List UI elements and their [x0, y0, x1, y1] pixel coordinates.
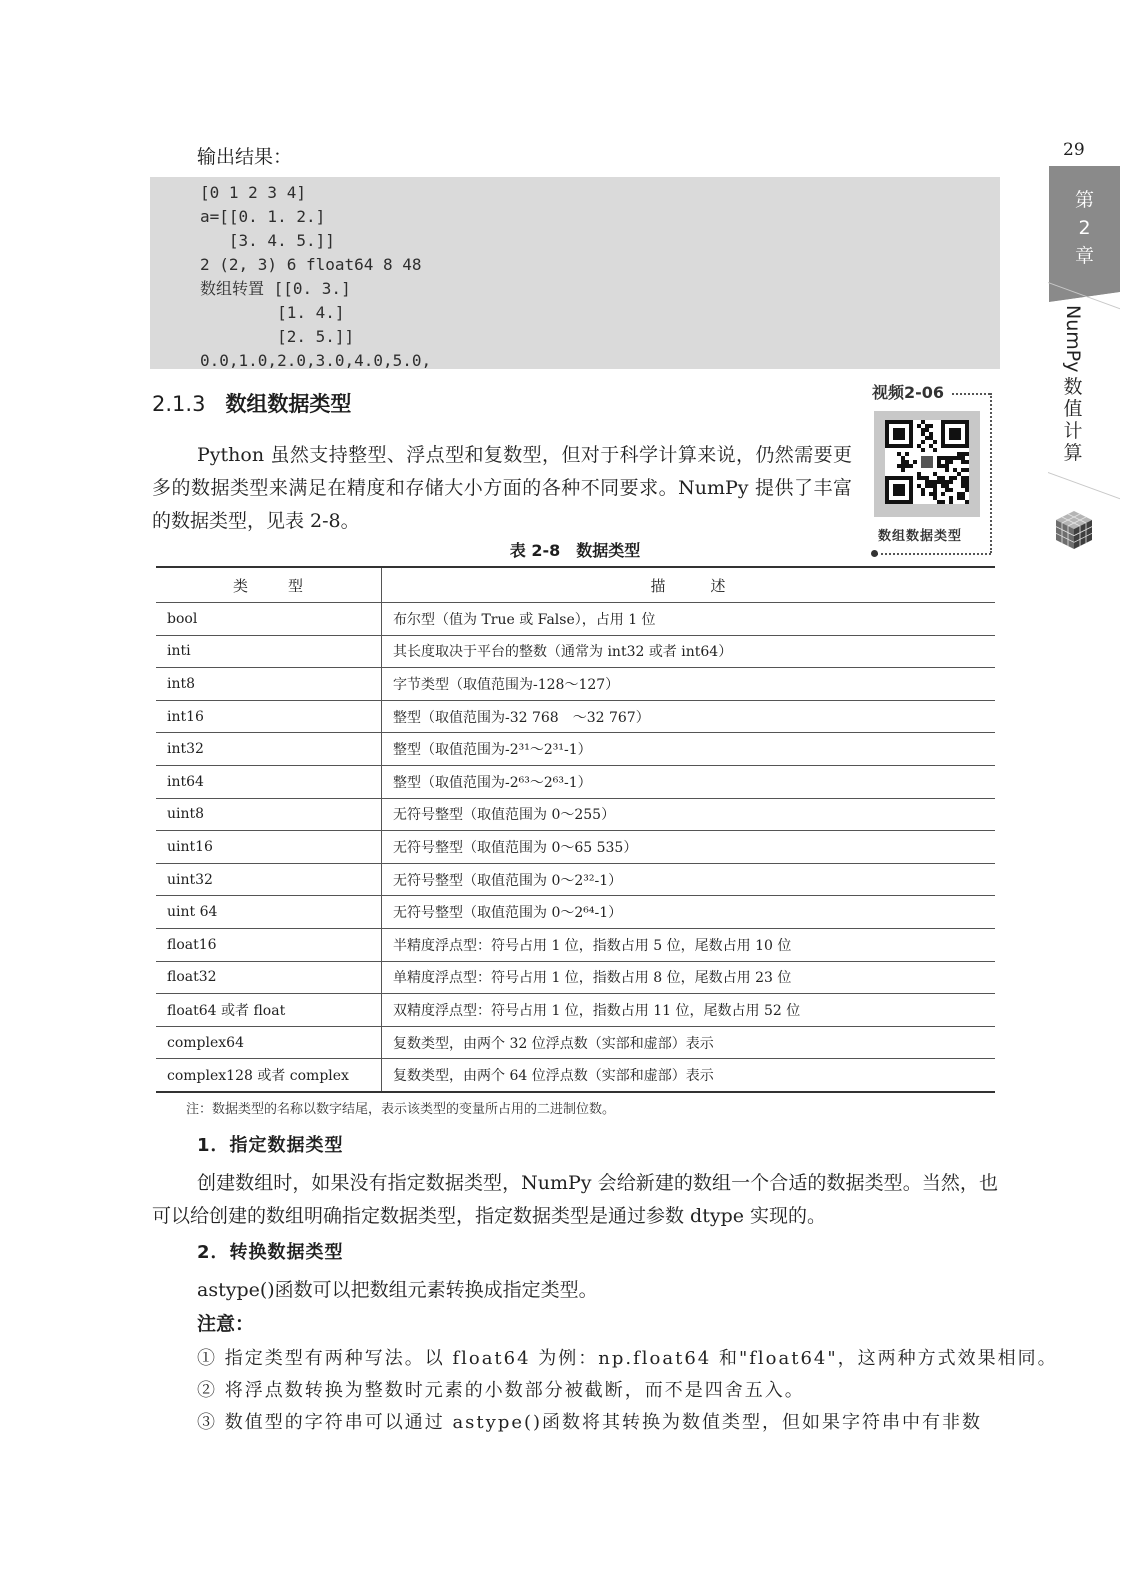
table-cell-desc: 整型（取值范围为-32 768 ～32 767） [382, 700, 996, 733]
table-cell-type: int8 [156, 668, 382, 701]
note-item: ② 将浮点数转换为整数时元素的小数部分被截断，而不是四舍五入。 [197, 1380, 805, 1401]
table-cell-desc: 无符号整型（取值范围为 0～255） [382, 798, 996, 831]
table-cell-type: int16 [156, 700, 382, 733]
table-row [156, 896, 995, 929]
table-cell-type: uint16 [156, 831, 382, 864]
table-row [156, 635, 995, 668]
astype-paragraph: astype()函数可以把数组元素转换成指定类型。 [197, 1279, 598, 1301]
table-row [156, 765, 995, 798]
intro-paragraph: Python 虽然支持整型、浮点型和复数型，但对于科学计算来说，仍然需要更多的数据类型来满足在精度和存储大小方面的各种不同要求。NumPy 提供了丰富的数据类型，见表 2-8。 [152, 444, 852, 532]
table-cell-desc: 无符号整型（取值范围为 0～2⁶⁴-1） [382, 896, 996, 929]
table-row [156, 863, 995, 896]
data-types-table [156, 566, 995, 1093]
video-frame [952, 393, 990, 395]
table-header-type: 类型 [156, 567, 382, 603]
table-cell-type: float64 或者 float [156, 994, 382, 1027]
table-cell-type: float16 [156, 928, 382, 961]
table-row [156, 928, 995, 961]
table-cell-desc: 复数类型，由两个 32 位浮点数（实部和虚部）表示 [382, 1026, 996, 1059]
table-header-desc: 描述 [382, 567, 996, 603]
video-frame [990, 393, 992, 553]
table-cell-desc: 单精度浮点型：符号占用 1 位，指数占用 8 位，尾数占用 23 位 [382, 961, 996, 994]
section-heading [152, 388, 351, 418]
qr-code-icon[interactable] [885, 420, 969, 504]
table-cell-type: inti [156, 635, 382, 668]
chapter-side-title-text: NumPy 数 值 计 算 [1062, 305, 1084, 465]
table-cell-desc: 字节类型（取值范围为-128～127） [382, 668, 996, 701]
chapter-tab-line: 2 [1078, 217, 1091, 239]
chapter-tab-line: 章 [1074, 245, 1094, 267]
table-row [156, 798, 995, 831]
table-cell-desc: 整型（取值范围为-2³¹～2³¹-1） [382, 733, 996, 766]
section-title: 数组数据类型 [225, 392, 352, 416]
table-cell-type: uint8 [156, 798, 382, 831]
chapter-tab-line: 第 [1074, 189, 1094, 211]
cube-icon [1054, 509, 1094, 551]
table-row [156, 831, 995, 864]
table-cell-type: uint 64 [156, 896, 382, 929]
table-cell-desc: 无符号整型（取值范围为 0～65 535） [382, 831, 996, 864]
page-number: 29 [1063, 140, 1085, 160]
note-item: ③ 数值型的字符串可以通过 astype()函数将其转换为数值类型，但如果字符串中有非数 [197, 1412, 983, 1433]
table-header-row [156, 567, 995, 603]
table-row [156, 1059, 995, 1092]
table-title: 表 2-8 数据类型 [509, 541, 641, 560]
table-note: 注：数据类型的名称以数字结尾，表示该类型的变量所占用的二进制位数。 [186, 1102, 616, 1117]
subsection-heading-convert: 2．转换数据类型 [197, 1242, 344, 1263]
chapter-side-title [1058, 305, 1088, 464]
table-cell-desc: 布尔型（值为 True 或 False），占用 1 位 [382, 603, 996, 636]
table-cell-desc: 双精度浮点型：符号占用 1 位，指数占用 11 位，尾数占用 52 位 [382, 994, 996, 1027]
subsection-heading-specify: 1．指定数据类型 [197, 1135, 344, 1156]
table-cell-type: bool [156, 603, 382, 636]
table-row [156, 603, 995, 636]
table-row [156, 733, 995, 766]
code-output-text: [0 1 2 3 4] a=[[0. 1. 2.] [3. 4. 5.]] 2 (2, 3) 6 float64 8 48 数组转置 [[0. 3.] [1. 4.] [2. 5.]] 0.0,1.0,2.0,3.0,4.0,5.0, [200, 183, 432, 370]
output-label: 输出结果： [197, 146, 293, 168]
side-divider [1048, 472, 1120, 499]
video-label: 视频2-06 [872, 383, 945, 402]
table-row [156, 1026, 995, 1059]
video-caption: 数组数据类型 [878, 529, 963, 544]
table-row [156, 668, 995, 701]
table-row [156, 700, 995, 733]
note-item: ① 指定类型有两种写法。以 float64 为例：np.float64 和"float64"，这两种方式效果相同。 [197, 1348, 1058, 1369]
section-number: 2.1.3 [152, 392, 206, 416]
table-cell-type: complex64 [156, 1026, 382, 1059]
table-cell-desc: 半精度浮点型：符号占用 1 位，指数占用 5 位，尾数占用 10 位 [382, 928, 996, 961]
table-cell-desc: 无符号整型（取值范围为 0～2³²-1） [382, 863, 996, 896]
table-row [156, 994, 995, 1027]
note-title: 注意： [197, 1313, 255, 1335]
table-cell-type: float32 [156, 961, 382, 994]
table-cell-type: int64 [156, 765, 382, 798]
table-cell-type: uint32 [156, 863, 382, 896]
table-cell-type: complex128 或者 complex [156, 1059, 382, 1092]
table-cell-type: int32 [156, 733, 382, 766]
table-cell-desc: 整型（取值范围为-2⁶³～2⁶³-1） [382, 765, 996, 798]
table-row [156, 961, 995, 994]
table-cell-desc: 复数类型，由两个 64 位浮点数（实部和虚部）表示 [382, 1059, 996, 1092]
dtype-paragraph: 创建数组时，如果没有指定数据类型，NumPy 会给新建的数组一个合适的数据类型。当然，也可以给创建的数组明确指定数据类型，指定数据类型是通过参数 dtype 实现的。 [152, 1172, 998, 1227]
table-cell-desc: 其长度取决于平台的整数（通常为 int32 或者 int64） [382, 635, 996, 668]
chapter-tab [1049, 166, 1120, 292]
